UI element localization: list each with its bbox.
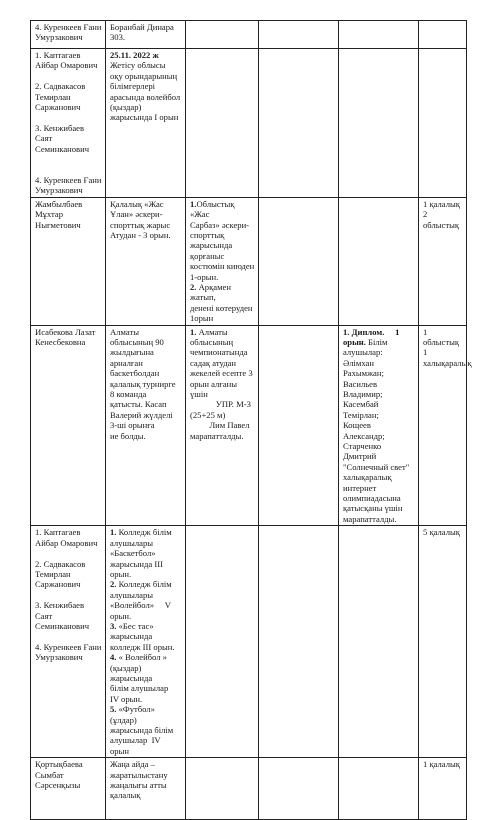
teacher-names: 1. Каптагаев Айбар Омарович 2. Садвакасов Темирлан Саржанович 3. Кенжибаев Саят Семинканович 4. Куренкеев Ғани Умурзакович bbox=[35, 527, 102, 663]
regional-level-cell: 1. Алматы облысының чемпионатында садақ атудан жекелей есепте 3 орын алғаны үшін УПР. М-3 (25+25 м) Лим Павел марапатталды. bbox=[186, 325, 259, 526]
event-date: 25.11. 2022 ж bbox=[110, 50, 159, 60]
total-count: 1 қалалық 2 облыстық bbox=[423, 198, 460, 230]
republic-level-cell bbox=[259, 49, 339, 198]
city-level-text: Жетісу облысы оқу орындарының білімгерлері арасында волейбол (қыздар) жарысында І орын bbox=[110, 60, 181, 123]
teacher-cell bbox=[31, 325, 106, 526]
republic-level-cell bbox=[259, 526, 339, 758]
total-cell bbox=[419, 325, 472, 526]
city-level-text: Қалалық «Жас Ұлан» әскери- спорттық жарыс Атудан - 3 орын. bbox=[110, 198, 171, 240]
table-row bbox=[31, 325, 467, 526]
international-level-cell bbox=[339, 49, 419, 198]
city-level-cell bbox=[106, 49, 186, 198]
regional-level-text: Алматы облысының чемпионатында садақ атудан жекелей есепте 3 орын алғаны үшін УПР. М-3 (25+25 м) Лим Павел марапатталды. bbox=[190, 326, 253, 441]
teacher-cell bbox=[31, 21, 106, 49]
regional-level-cell bbox=[186, 758, 259, 820]
teacher-names: Исабекова Лазат Кенесбековна bbox=[35, 326, 96, 347]
teacher-names: Жамбылбаев Мұхтар Нығметович bbox=[35, 198, 83, 230]
table-row bbox=[31, 758, 467, 820]
total-cell bbox=[419, 758, 467, 820]
total-count: 1 облыстық 1 халықаралық bbox=[423, 326, 472, 368]
city-level-text: Жаңа айда – жаратылыстану жаңалығы атты қалалық bbox=[110, 759, 168, 801]
regional-level-cell bbox=[186, 21, 259, 49]
international-level-cell bbox=[339, 758, 419, 820]
teacher-cell bbox=[31, 197, 106, 325]
republic-level-cell bbox=[259, 21, 339, 49]
city-level-text: Алматы облысының 90 жылдығына арналған баскетболдан қалалық турнирге 8 команда қатысты. Касап Валерий жүлделі 3-ші орынға ие болды. bbox=[110, 326, 176, 441]
teacher-cell bbox=[31, 49, 106, 198]
diploma-heading: 1. Диплом. 1 орын. bbox=[343, 326, 400, 347]
international-level-cell bbox=[339, 325, 419, 526]
city-level-cell bbox=[106, 526, 186, 758]
regional-level-cell: 1.Облыстық «Жас Сарбаз» әскери- спорттық жарысында қорғаныс костюмін киюден 1-орын. 2. Арқамен жатып, денені көтеруден 1орын bbox=[186, 197, 259, 325]
international-level-cell bbox=[339, 526, 419, 758]
list-item: 5. «Футбол» (ұлдар) жарысында білім алушылар IV орын bbox=[110, 704, 174, 756]
achievements-table bbox=[30, 20, 472, 820]
international-level-cell bbox=[339, 197, 419, 325]
international-level-cell bbox=[339, 21, 419, 49]
city-level-cell bbox=[106, 758, 186, 820]
city-level-text: Боранбай Динара 303. bbox=[110, 22, 174, 43]
total-cell bbox=[419, 49, 467, 198]
total-cell bbox=[419, 197, 467, 325]
teacher-cell bbox=[31, 526, 106, 758]
table-row bbox=[31, 49, 467, 198]
total-cell bbox=[419, 526, 467, 758]
regional-level-cell bbox=[186, 49, 259, 198]
teacher-cell bbox=[31, 758, 106, 820]
republic-level-cell bbox=[259, 197, 339, 325]
list-item: 1. Колледж білім алушылары «Баскетбол» жарысында ІІІ орын. bbox=[110, 527, 172, 579]
regional-level-cell bbox=[186, 526, 259, 758]
republic-level-cell bbox=[259, 758, 339, 820]
teacher-names: 4. Куренкеев Ғани Умурзакович bbox=[35, 22, 102, 43]
regional-level-text: Арқамен жатып, денені көтеруден 1орын bbox=[190, 281, 253, 324]
republic-level-cell bbox=[259, 325, 339, 526]
city-level-cell bbox=[106, 21, 186, 49]
teacher-names: Қортықбаева Сымбат Сәрсенқызы bbox=[35, 759, 83, 791]
list-item: 4. « Волейбол » (қыздар) жарысында білім алушылар IV орын. bbox=[110, 652, 169, 704]
table-row bbox=[31, 21, 467, 49]
total-count: 1 қалалық bbox=[423, 759, 460, 770]
total-cell bbox=[419, 21, 467, 49]
international-level-text: Білім алушылар: Әлімхан Рахымжан; Васильев Владимир; Касембай Темірлан; Кощеев Александр; Старченко Дмитрий "Солнечный свет" халықаралық интернет олимпиадасына қатысқаны үшін марапатталды. bbox=[343, 336, 410, 524]
city-level-cell bbox=[106, 197, 186, 325]
city-level-cell bbox=[106, 325, 186, 526]
list-item: 2. Колледж білім алушылары «Волейбол» V орын. bbox=[110, 579, 172, 621]
regional-level-text: Облыстық «Жас Сарбаз» әскери- спорттық жарысында қорғаныс костюмін киюден 1-орын. bbox=[190, 198, 255, 282]
teacher-names: 1. Каптагаев Айбар Омарович 2. Садвакасов Темирлан Саржанович 3. Кенжибаев Саят Семинканович 4. Куренкеев Ғани Умурзакович bbox=[35, 50, 102, 196]
table-row bbox=[31, 197, 467, 325]
total-count: 5 қалалық bbox=[423, 527, 460, 538]
list-item: 3. «Бес тас» жарысында колледж ІІІ орын. bbox=[110, 620, 175, 652]
table-row bbox=[31, 526, 467, 758]
